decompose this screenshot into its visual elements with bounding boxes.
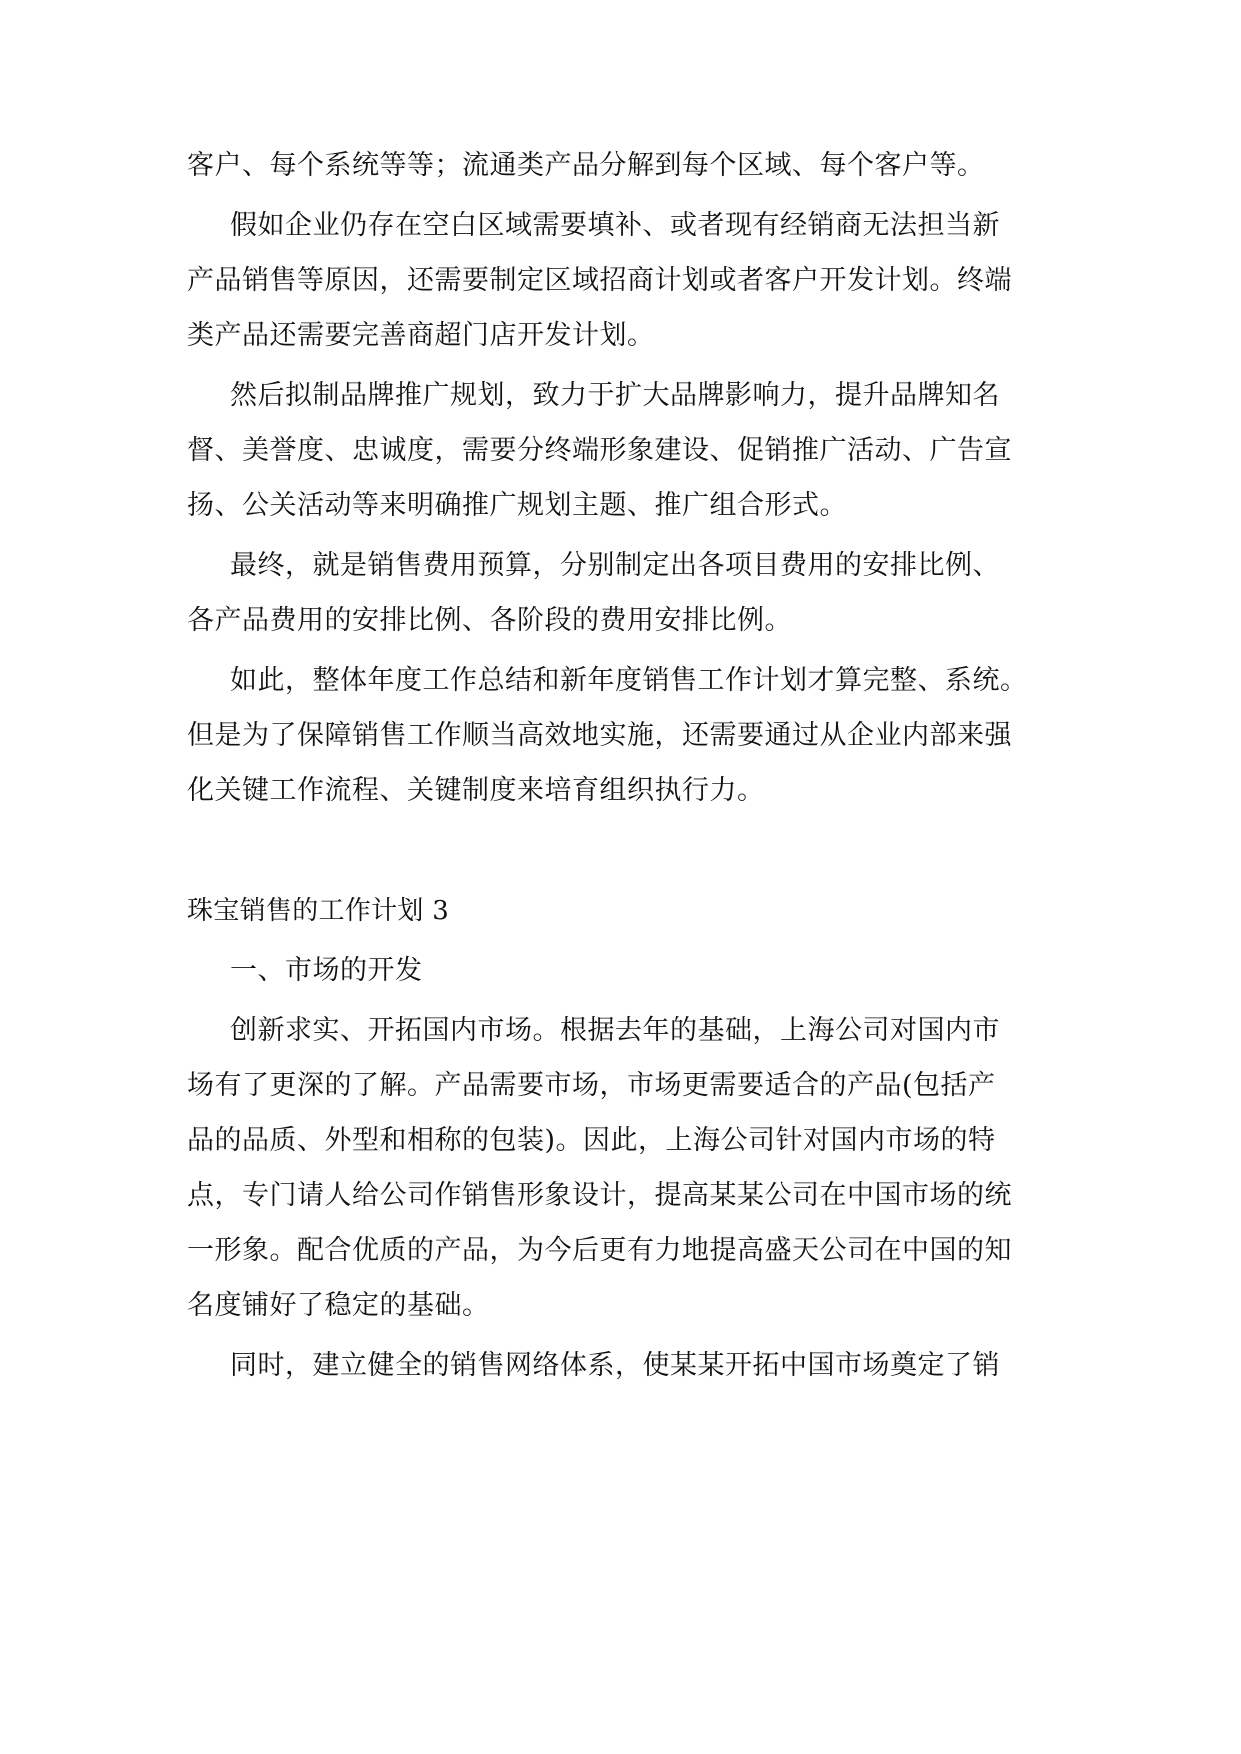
text-line: 然后拟制品牌推广规划，致力于扩大品牌影响力，提升品牌知名: [230, 380, 1000, 411]
text-line: 品的品质、外型和相称的包装)。因此，上海公司针对国内市场的特: [187, 1125, 996, 1156]
text-line: 各产品费用的安排比例、各阶段的费用安排比例。: [187, 605, 792, 636]
text-line: 一形象。配合优质的产品，为今后更有力地提高盛天公司在中国的知: [187, 1235, 1012, 1266]
text-line: 点，专门请人给公司作销售形象设计，提高某某公司在中国市场的统: [187, 1180, 1012, 1211]
text-line: 化关键工作流程、关键制度来培育组织执行力。: [187, 775, 765, 806]
text-line: 但是为了保障销售工作顺当高效地实施，还需要通过从企业内部来强: [187, 720, 1012, 751]
text-line: 类产品还需要完善商超门店开发计划。: [187, 320, 655, 351]
text-line: 创新求实、开拓国内市场。根据去年的基础，上海公司对国内市: [230, 1015, 1000, 1046]
text-line: 如此，整体年度工作总结和新年度销售工作计划才算完整、系统。: [230, 665, 1028, 696]
text-line: 扬、公关活动等来明确推广规划主题、推广组合形式。: [187, 490, 847, 521]
text-line: 督、美誉度、忠诚度，需要分终端形象建设、促销推广活动、广告宣: [187, 435, 1012, 466]
text-line: 同时，建立健全的销售网络体系，使某某开拓中国市场奠定了销: [230, 1350, 1000, 1381]
text-line: 场有了更深的了解。产品需要市场，市场更需要适合的产品(包括产: [187, 1070, 996, 1101]
section-title: 珠宝销售的工作计划 3: [187, 896, 450, 926]
text-line: 最终，就是销售费用预算，分别制定出各项目费用的安排比例、: [230, 550, 1000, 581]
text-line: 客户、每个系统等等；流通类产品分解到每个区域、每个客户等。: [187, 150, 985, 181]
text-line: 名度铺好了稳定的基础。: [187, 1290, 490, 1321]
text-line: 假如企业仍存在空白区域需要填补、或者现有经销商无法担当新: [230, 210, 1000, 241]
section-heading: 一、市场的开发: [230, 955, 423, 986]
text-line: 产品销售等原因，还需要制定区域招商计划或者客户开发计划。终端: [187, 265, 1012, 296]
